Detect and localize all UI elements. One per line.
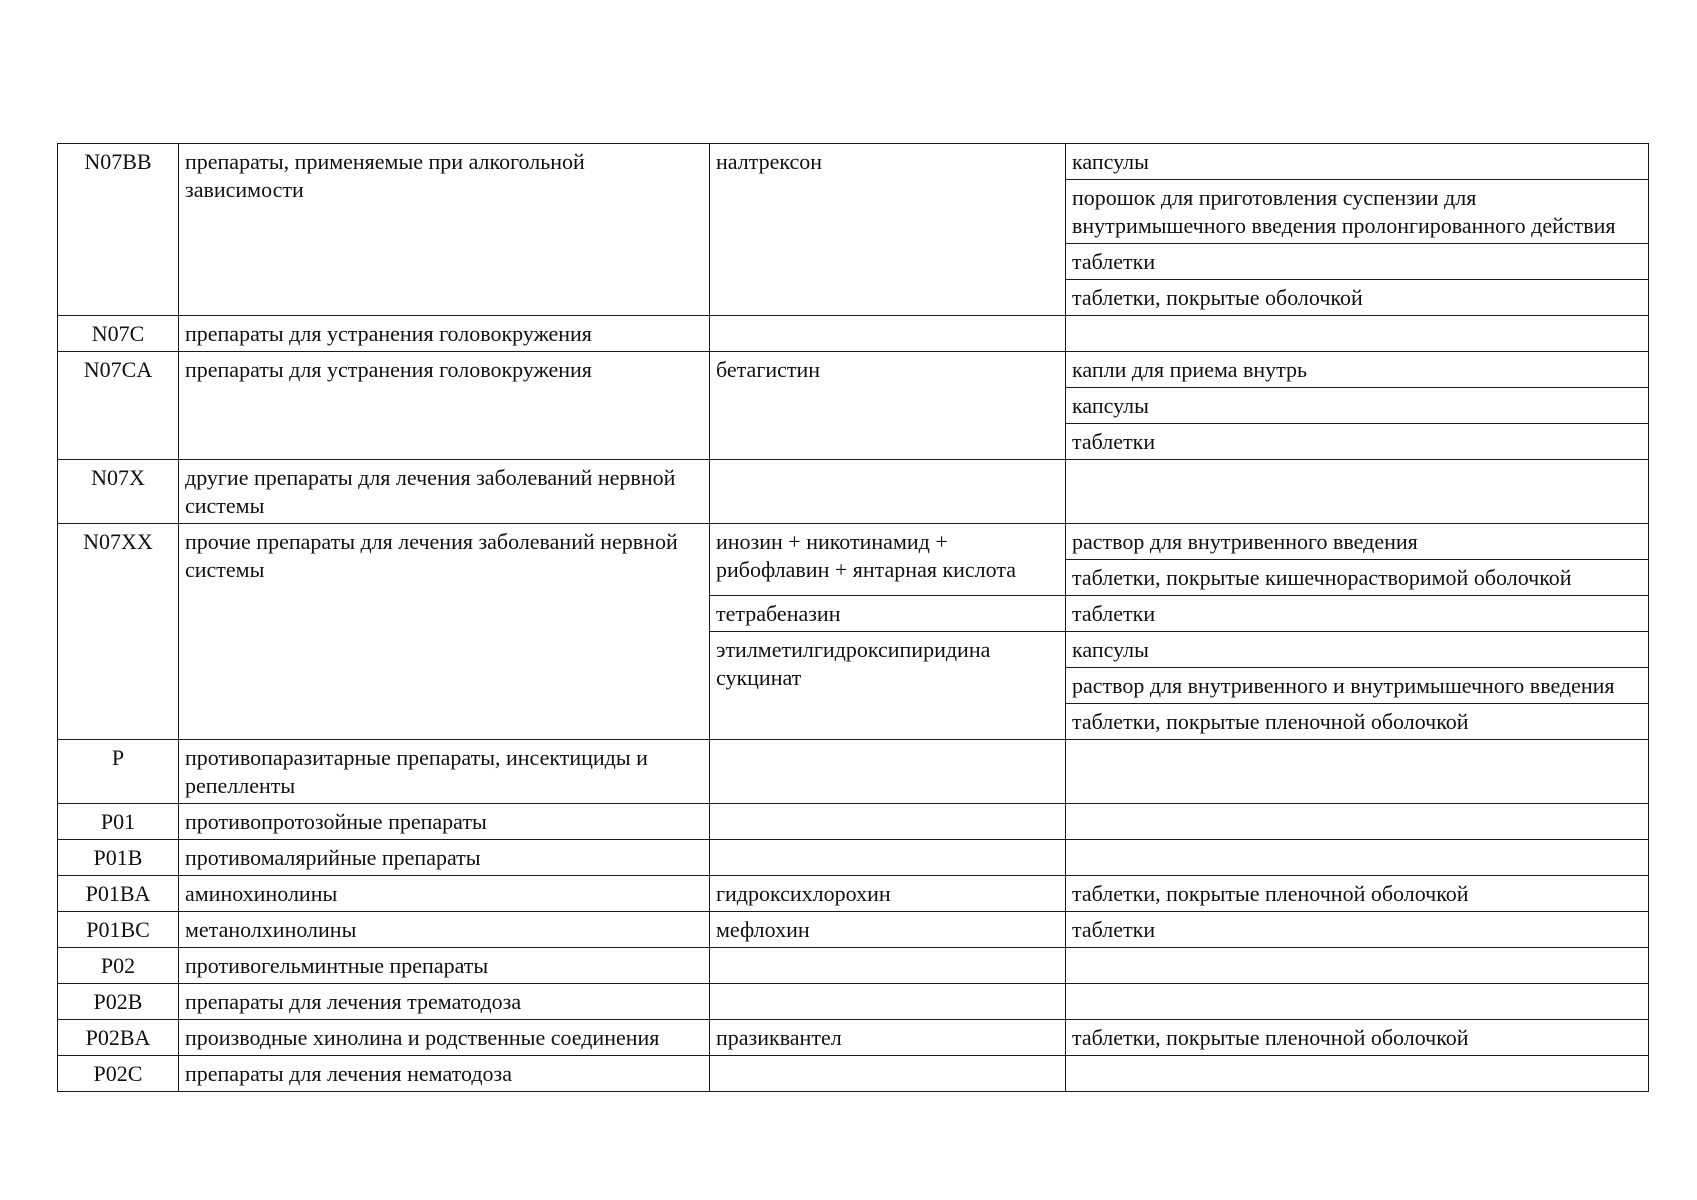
- substance-cell: [710, 1056, 1066, 1092]
- substance-cell: [710, 984, 1066, 1020]
- substance-cell: бетагистин: [710, 352, 1066, 460]
- dosage-form-cell: капли для приема внутрь: [1066, 352, 1649, 388]
- dosage-form-cell: [1066, 984, 1649, 1020]
- dosage-form-cell: таблетки: [1066, 244, 1649, 280]
- group-name-cell: метанолхинолины: [179, 912, 710, 948]
- table-row: [58, 460, 1649, 524]
- group-name-cell: противопротозойные препараты: [179, 804, 710, 840]
- atc-code-cell: N07CA: [58, 352, 179, 460]
- atc-code-cell: P02: [58, 948, 179, 984]
- substance-cell: [710, 948, 1066, 984]
- group-name-cell: производные хинолина и родственные соединения: [179, 1020, 710, 1056]
- table-row: [58, 840, 1649, 876]
- dosage-form-cell: капсулы: [1066, 144, 1649, 180]
- group-name-cell: препараты для устранения головокружения: [179, 352, 710, 460]
- table-row: [58, 876, 1649, 912]
- substance-cell: этилметилгидроксипиридина сукцинат: [710, 632, 1066, 740]
- group-name-cell: препараты, применяемые при алкогольной зависимости: [179, 144, 710, 316]
- table-row: [58, 144, 1649, 180]
- dosage-form-cell: [1066, 740, 1649, 804]
- atc-code-cell: N07BB: [58, 144, 179, 316]
- table-row: [58, 804, 1649, 840]
- group-name-cell: аминохинолины: [179, 876, 710, 912]
- dosage-form-cell: [1066, 1056, 1649, 1092]
- dosage-form-cell: [1066, 460, 1649, 524]
- substance-cell: тетрабеназин: [710, 596, 1066, 632]
- atc-code-cell: N07C: [58, 316, 179, 352]
- group-name-cell: противомалярийные препараты: [179, 840, 710, 876]
- substance-cell: налтрексон: [710, 144, 1066, 316]
- dosage-form-cell: [1066, 948, 1649, 984]
- dosage-form-cell: [1066, 804, 1649, 840]
- substance-cell: гидроксихлорохин: [710, 876, 1066, 912]
- substance-cell: [710, 460, 1066, 524]
- dosage-form-cell: [1066, 316, 1649, 352]
- dosage-form-cell: [1066, 840, 1649, 876]
- atc-code-cell: P02C: [58, 1056, 179, 1092]
- substance-cell: [710, 840, 1066, 876]
- atc-code-cell: N07XX: [58, 524, 179, 740]
- substance-cell: [710, 804, 1066, 840]
- dosage-form-cell: таблетки, покрытые пленочной оболочкой: [1066, 1020, 1649, 1056]
- table-row: [58, 352, 1649, 388]
- dosage-form-cell: капсулы: [1066, 388, 1649, 424]
- table-row: [58, 948, 1649, 984]
- atc-code-cell: P02B: [58, 984, 179, 1020]
- atc-code-cell: P: [58, 740, 179, 804]
- table-row: [58, 984, 1649, 1020]
- group-name-cell: препараты для лечения нематодоза: [179, 1056, 710, 1092]
- dosage-form-cell: таблетки, покрытые кишечнорастворимой оболочкой: [1066, 560, 1649, 596]
- dosage-form-cell: раствор для внутривенного введения: [1066, 524, 1649, 560]
- drug-table: [57, 143, 1649, 1092]
- table-row: [58, 740, 1649, 804]
- table-row: [58, 1020, 1649, 1056]
- atc-code-cell: P01B: [58, 840, 179, 876]
- substance-cell: празиквантел: [710, 1020, 1066, 1056]
- group-name-cell: прочие препараты для лечения заболеваний нервной системы: [179, 524, 710, 740]
- table-row: [58, 524, 1649, 560]
- substance-cell: мефлохин: [710, 912, 1066, 948]
- group-name-cell: противопаразитарные препараты, инсектициды и репелленты: [179, 740, 710, 804]
- dosage-form-cell: раствор для внутривенного и внутримышечного введения: [1066, 668, 1649, 704]
- dosage-form-cell: таблетки: [1066, 912, 1649, 948]
- group-name-cell: противогельминтные препараты: [179, 948, 710, 984]
- dosage-form-cell: порошок для приготовления суспензии для внутримышечного введения пролонгированного действия: [1066, 180, 1649, 244]
- atc-code-cell: P02BA: [58, 1020, 179, 1056]
- group-name-cell: препараты для лечения трематодоза: [179, 984, 710, 1020]
- atc-code-cell: P01BA: [58, 876, 179, 912]
- substance-cell: [710, 316, 1066, 352]
- dosage-form-cell: таблетки: [1066, 596, 1649, 632]
- atc-code-cell: N07X: [58, 460, 179, 524]
- dosage-form-cell: капсулы: [1066, 632, 1649, 668]
- atc-code-cell: P01: [58, 804, 179, 840]
- dosage-form-cell: таблетки, покрытые пленочной оболочкой: [1066, 876, 1649, 912]
- table-row: [58, 316, 1649, 352]
- group-name-cell: препараты для устранения головокружения: [179, 316, 710, 352]
- group-name-cell: другие препараты для лечения заболеваний нервной системы: [179, 460, 710, 524]
- table-row: [58, 1056, 1649, 1092]
- table-row: [58, 912, 1649, 948]
- dosage-form-cell: таблетки, покрытые пленочной оболочкой: [1066, 704, 1649, 740]
- substance-cell: [710, 740, 1066, 804]
- atc-code-cell: P01BC: [58, 912, 179, 948]
- dosage-form-cell: таблетки: [1066, 424, 1649, 460]
- dosage-form-cell: таблетки, покрытые оболочкой: [1066, 280, 1649, 316]
- substance-cell: инозин + никотинамид + рибофлавин + янтарная кислота: [710, 524, 1066, 596]
